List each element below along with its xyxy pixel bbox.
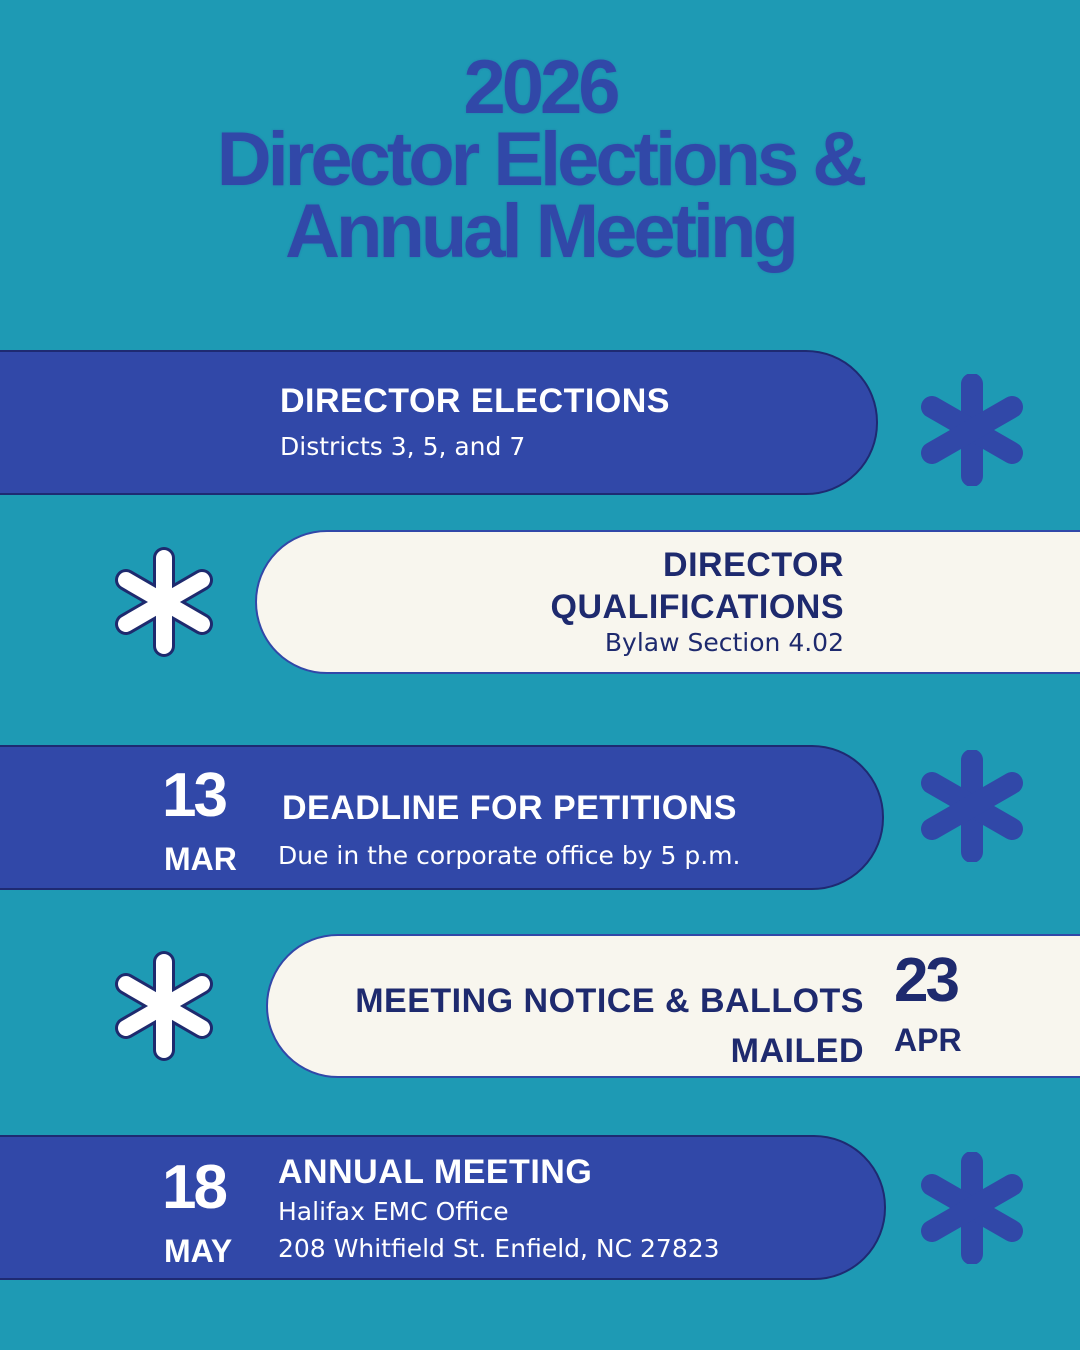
title-line-elections: Director Elections & — [216, 117, 864, 202]
title-line-meeting: Annual Meeting — [285, 189, 795, 274]
asterisk-icon — [108, 546, 220, 658]
title-year: 2026 — [463, 45, 617, 130]
date-month: APR — [894, 1022, 962, 1058]
asterisk-icon — [108, 950, 220, 1062]
asterisk-icon — [916, 374, 1028, 486]
meeting-location: Halifax EMC Office — [278, 1197, 509, 1226]
section-heading — [355, 976, 864, 1076]
heading-line: QUALIFICATIONS — [550, 588, 844, 626]
page-title — [0, 45, 1080, 274]
date-day: 13 — [162, 761, 225, 830]
section-detail: Due in the corporate office by 5 p.m. — [278, 841, 741, 870]
petition-deadline-band — [0, 745, 884, 890]
section-heading: ANNUAL MEETING — [278, 1153, 593, 1191]
date-day: 18 — [162, 1153, 225, 1222]
section-detail: Bylaw Section 4.02 — [604, 628, 844, 657]
date-month: MAR — [164, 841, 237, 877]
date-month: MAY — [164, 1233, 233, 1269]
meeting-notice-band — [266, 934, 1080, 1078]
section-heading: DEADLINE FOR PETITIONS — [282, 789, 737, 827]
heading-line: MAILED — [730, 1032, 864, 1070]
asterisk-icon — [916, 750, 1028, 862]
date-day: 23 — [894, 946, 957, 1015]
asterisk-icon — [916, 1152, 1028, 1264]
heading-line: DIRECTOR — [663, 546, 844, 584]
heading-line: MEETING NOTICE & BALLOTS — [355, 982, 864, 1020]
director-elections-band — [0, 350, 878, 495]
meeting-address: 208 Whitfield St. Enfield, NC 27823 — [278, 1234, 720, 1263]
section-heading — [551, 544, 844, 628]
section-heading: DIRECTOR ELECTIONS — [280, 382, 670, 420]
director-qualifications-band — [255, 530, 1080, 674]
annual-meeting-band — [0, 1135, 886, 1280]
section-detail: Districts 3, 5, and 7 — [280, 432, 526, 461]
